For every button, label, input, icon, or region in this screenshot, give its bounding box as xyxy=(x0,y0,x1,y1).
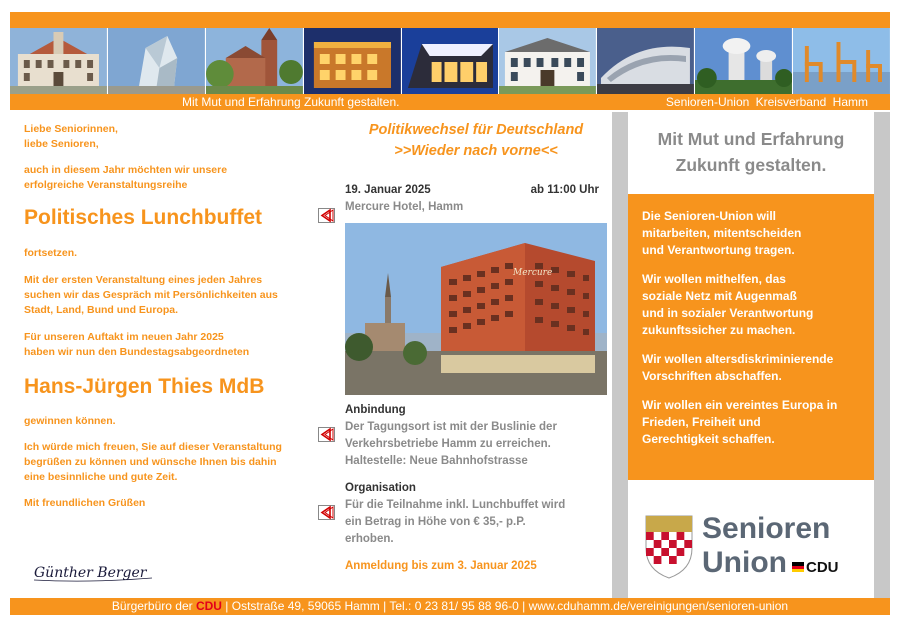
goal-1-line-1: Die Senioren-Union will xyxy=(642,209,777,223)
photo-glass-sculpture xyxy=(108,28,206,94)
senioren-union-logo xyxy=(642,502,874,582)
arrow-left-icon xyxy=(318,208,335,223)
intro-line-1: auch in diesem Jahr möchten wir unsere xyxy=(24,164,228,176)
para1-line-1: Mit der ersten Veranstaltung eines jeden Jahres xyxy=(24,274,263,286)
closing: Mit freundlichen Grüßen xyxy=(24,497,146,509)
hotel-sign: Mercure xyxy=(513,268,553,278)
organisation-line-1: Für die Teilnahme inkl. Lunchbuffet wird xyxy=(345,499,566,511)
photo-garden-chairs xyxy=(793,28,890,94)
hotel-photo xyxy=(345,223,607,395)
goal-2 xyxy=(642,271,874,339)
goal-2-line-1: Wir wollen mithelfen, das xyxy=(642,272,786,286)
goal-4-line-2: Frieden, Freiheit und xyxy=(642,415,761,429)
organisation-line-3: erhoben. xyxy=(345,533,394,545)
para2-line-1: Für unseren Auftakt im neuen Jahr 2025 xyxy=(24,331,224,343)
goal-2-line-2: soziale Netz mit Augenmaß xyxy=(642,289,797,303)
anbindung-line-2: Verkehrsbetriebe Hamm zu erreichen. xyxy=(345,438,551,450)
event-title-2: >>Wieder nach vorne<< xyxy=(394,143,558,159)
event-title-1: Politikwechsel für Deutschland xyxy=(368,122,584,138)
logo-cdu: CDU xyxy=(806,559,839,576)
hamm-coat-of-arms-icon xyxy=(646,516,692,578)
photo-lit-building xyxy=(304,28,402,94)
photo-night-museum xyxy=(402,28,500,94)
tagline-bar xyxy=(10,94,890,110)
panel-heading-1: Mit Mut und Erfahrung xyxy=(657,129,845,149)
goals-box xyxy=(628,194,874,480)
header-org: Senioren-Union Kreisverband Hamm xyxy=(665,95,868,109)
arrow-left-icon xyxy=(318,505,335,520)
para3-line-3: eine besinnliche und gute Zeit. xyxy=(24,471,178,483)
goal-3-line-1: Wir wollen altersdiskriminierende xyxy=(642,352,834,366)
goal-2-line-3: und in sozialer Verantwortung xyxy=(642,306,814,320)
footer-bar xyxy=(10,598,890,615)
salutation-2: liebe Senioren, xyxy=(24,138,99,150)
organisation-line-2: ein Betrag in Höhe von € 35,- p.P. xyxy=(345,516,526,528)
signature xyxy=(30,556,155,586)
panel-heading-2: Zukunft gestalten. xyxy=(675,155,827,175)
event-time: ab 11:00 Uhr xyxy=(530,184,599,196)
panel-heading xyxy=(628,126,874,178)
goal-1-line-3: und Verantwortung tragen. xyxy=(642,243,795,257)
header-tagline: Mit Mut und Erfahrung Zukunft gestalten. xyxy=(182,95,400,109)
para1-line-3: Stadt, Land, Bund und Europa. xyxy=(24,304,178,316)
anbindung-line-1: Der Tagungsort ist mit der Buslinie der xyxy=(345,421,557,433)
footer-contact: | Oststraße 49, 59065 Hamm | Tel.: 0 23 81/ 95 88 96-0 | www.cduhamm.de/vereinigungen/senioren-union xyxy=(221,599,789,613)
won-text: gewinnen können. xyxy=(24,415,116,427)
logo-word-senioren: Senioren xyxy=(702,512,831,545)
goal-2-line-4: zukunftssicher zu machen. xyxy=(642,323,796,337)
photo-castle-church xyxy=(206,28,304,94)
anbindung-line-3: Haltestelle: Neue Bahnhofstrasse xyxy=(345,455,528,467)
goal-1 xyxy=(642,208,874,259)
footer-cdu: CDU xyxy=(195,599,222,613)
photo-white-manor xyxy=(499,28,597,94)
goal-3 xyxy=(642,351,874,385)
photo-strip xyxy=(10,28,890,94)
arrow-left-icon xyxy=(318,427,335,442)
intro-line-2: erfolgreiche Veranstaltungsreihe xyxy=(24,179,188,191)
event-details xyxy=(345,120,607,572)
right-panel xyxy=(612,112,890,598)
para3-line-2: begrüßen zu können und wünsche Ihnen bis dahin xyxy=(24,456,277,468)
guest-heading: Hans-Jürgen Thies MdB xyxy=(24,375,265,398)
goal-4-line-1: Wir wollen ein vereintes Europa in xyxy=(642,398,838,412)
event-name-heading: Politisches Lunchbuffet xyxy=(24,206,263,229)
para3-line-1: Ich würde mich freuen, Sie auf dieser Veranstaltung xyxy=(24,441,282,453)
photo-modern-hall xyxy=(597,28,695,94)
anbindung-heading: Anbindung xyxy=(345,404,406,416)
para1-line-2: suchen wir das Gespräch mit Persönlichkeiten aus xyxy=(24,289,278,301)
para2-line-2: haben wir nun den Bundestagsabgeordneten xyxy=(24,346,250,358)
logo-word-union: Union xyxy=(702,546,787,579)
goal-3-line-2: Vorschriften abschaffen. xyxy=(642,369,782,383)
continue-text: fortsetzen. xyxy=(24,247,78,259)
date-row xyxy=(345,184,607,196)
top-band xyxy=(10,12,890,28)
goal-1-line-2: mitarbeiten, mitentscheiden xyxy=(642,226,802,240)
registration-deadline: Anmeldung bis zum 3. Januar 2025 xyxy=(345,560,537,572)
photo-town-hall xyxy=(10,28,108,94)
photo-water-tower xyxy=(695,28,793,94)
organisation-heading: Organisation xyxy=(345,482,416,494)
goal-4-line-3: Gerechtigkeit schaffen. xyxy=(642,432,775,446)
event-date: 19. Januar 2025 xyxy=(345,184,431,196)
signature-text: Günther Berger xyxy=(34,565,147,581)
salutation-1: Liebe Seniorinnen, xyxy=(24,123,118,135)
footer-prefix: Bürgerbüro der xyxy=(111,599,196,613)
goal-4 xyxy=(642,397,874,448)
event-venue: Mercure Hotel, Hamm xyxy=(345,201,464,213)
